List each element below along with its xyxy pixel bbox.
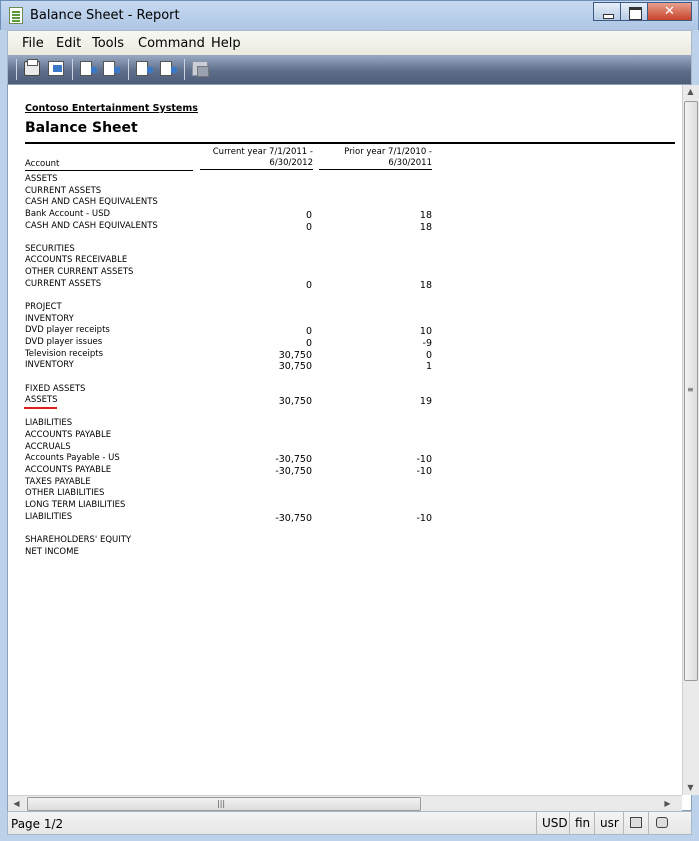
row-prior-year-value: 0 (425, 349, 432, 361)
row-label: OTHER LIABILITIES (25, 488, 105, 499)
menu-file[interactable]: File (22, 36, 44, 51)
scroll-right-icon[interactable]: ▶ (664, 799, 671, 808)
report-row (8, 337, 688, 349)
row-label: TAXES PAYABLE (25, 476, 91, 487)
row-prior-year-value: 18 (419, 221, 432, 233)
scroll-up-icon[interactable]: ▲ (687, 87, 694, 96)
column-header-current-line2: 6/30/2012 (269, 158, 313, 168)
row-current-year-value: 30,750 (278, 361, 312, 373)
report-row (8, 267, 688, 279)
row-prior-year-value: -10 (416, 466, 432, 478)
title-divider (25, 142, 675, 144)
close-button[interactable] (647, 2, 692, 21)
row-label: SHAREHOLDERS' EQUITY (25, 534, 132, 545)
scroll-down-icon[interactable]: ▼ (687, 783, 694, 792)
report-row (8, 244, 688, 256)
menu-edit[interactable]: Edit (56, 36, 82, 51)
report-row (8, 290, 688, 302)
row-prior-year-value: -10 (416, 512, 432, 524)
row-label: DVD player receipts (25, 325, 110, 336)
report-row (8, 500, 688, 512)
report-app-icon (9, 7, 23, 24)
column-header-current-line1: Current year 7/1/2011 - (212, 147, 313, 157)
scroll-left-icon[interactable]: ◀ (13, 799, 20, 808)
horizontal-scrollbar[interactable] (8, 795, 682, 812)
report-row (8, 279, 688, 291)
report-row (8, 453, 688, 465)
report-row (8, 209, 688, 221)
column-header-prior-line1: Prior year 7/1/2010 - (344, 147, 432, 157)
row-label: FIXED ASSETS (25, 383, 86, 394)
row-label: ACCOUNTS PAYABLE (25, 465, 112, 476)
report-row (8, 535, 688, 547)
report-row (8, 523, 688, 535)
report-row (8, 418, 688, 430)
scroll-grip-icon: ||| (217, 799, 226, 808)
column-header-prior-line2: 6/30/2011 (388, 158, 432, 168)
report-row (8, 302, 688, 314)
report-row (8, 384, 688, 396)
row-prior-year-value: -9 (422, 337, 432, 349)
next-page-icon[interactable] (103, 61, 115, 76)
status-bar (7, 811, 692, 835)
row-current-year-value: -30,750 (275, 512, 312, 524)
menu-command[interactable]: Command (138, 36, 205, 51)
row-label: Television receipts (25, 348, 103, 359)
row-label: CASH AND CASH EQUIVALENTS (25, 220, 158, 231)
report-viewer (7, 84, 692, 811)
row-current-year-value: -30,750 (275, 454, 312, 466)
report-row (8, 197, 688, 209)
row-label: LONG TERM LIABILITIES (25, 499, 126, 510)
report-row (8, 465, 688, 477)
toolbar-separator (184, 59, 185, 80)
row-label: ACCOUNTS PAYABLE (25, 430, 112, 441)
row-label: DVD player issues (25, 336, 103, 347)
report-row (8, 174, 688, 186)
report-row (8, 407, 688, 419)
database-icon (656, 817, 668, 828)
menu-help[interactable]: Help (211, 36, 241, 51)
row-prior-year-value: -10 (416, 454, 432, 466)
first-page-icon[interactable] (80, 61, 92, 76)
row-prior-year-value: 10 (419, 326, 432, 338)
title-bar[interactable] (0, 0, 699, 30)
report-row (8, 488, 688, 500)
menu-bar (7, 30, 692, 55)
row-label: PROJECT (25, 302, 62, 313)
row-prior-year-value: 18 (419, 279, 432, 291)
toolbar-separator (72, 59, 73, 80)
row-current-year-value: 0 (305, 337, 312, 349)
report-row (8, 547, 688, 559)
report-title: Balance Sheet (25, 120, 138, 136)
row-current-year-value: 0 (305, 326, 312, 338)
row-label: NET INCOME (25, 546, 79, 557)
row-label: ASSETS (25, 395, 58, 406)
move-up-icon[interactable] (136, 61, 148, 76)
row-current-year-value: 0 (305, 209, 312, 221)
row-prior-year-value: 1 (425, 361, 432, 373)
row-label: Accounts Payable - US (25, 453, 120, 464)
scroll-grip-icon: ≡ (687, 385, 694, 394)
row-label: ASSETS (25, 174, 58, 184)
row-label: CURRENT ASSETS (25, 185, 102, 196)
report-row (8, 442, 688, 454)
column-header-prior-year (319, 147, 432, 170)
row-label: Bank Account - USD (25, 208, 111, 219)
row-label: ACCOUNTS RECEIVABLE (25, 255, 128, 266)
row-prior-year-value: 19 (419, 396, 432, 408)
row-label: SECURITIES (25, 243, 75, 254)
company-name: Contoso Entertainment Systems (25, 103, 198, 114)
row-label: INVENTORY (25, 360, 74, 371)
toolbar-separator (16, 59, 17, 80)
row-label: ACCRUALS (25, 441, 71, 452)
row-label: INVENTORY (25, 313, 74, 324)
page-indicator: Page 1/2 (11, 817, 64, 831)
report-row (8, 186, 688, 198)
move-down-icon[interactable] (160, 61, 172, 76)
report-row (8, 325, 688, 337)
toolbar-separator (128, 59, 129, 80)
row-label: LIABILITIES (25, 511, 73, 522)
maximize-button[interactable] (620, 2, 648, 21)
status-company[interactable]: fin (569, 812, 595, 834)
row-current-year-value: 30,750 (278, 396, 312, 408)
printer-status-icon (630, 817, 642, 828)
status-currency[interactable]: USD (536, 812, 570, 834)
column-header-current-year (200, 147, 313, 170)
minimize-button[interactable] (593, 2, 621, 21)
report-rows (8, 174, 688, 558)
print-icon[interactable] (24, 61, 40, 76)
row-current-year-value: 30,750 (278, 349, 312, 361)
row-label: CURRENT ASSETS (25, 278, 102, 289)
row-label: CASH AND CASH EQUIVALENTS (25, 197, 158, 208)
copy-icon[interactable] (192, 61, 208, 76)
vertical-scrollbar[interactable] (682, 85, 699, 795)
row-current-year-value: 0 (305, 221, 312, 233)
report-row (8, 314, 688, 326)
report-row (8, 430, 688, 442)
status-layer[interactable]: usr (594, 812, 624, 834)
report-row (8, 255, 688, 267)
report-row (8, 232, 688, 244)
row-current-year-value: 0 (305, 279, 312, 291)
report-row (8, 477, 688, 489)
column-header-account: Account (25, 159, 193, 171)
report-row (8, 349, 688, 361)
report-row (8, 512, 688, 524)
row-prior-year-value: 18 (419, 209, 432, 221)
toolbar (7, 55, 692, 84)
report-row (8, 372, 688, 384)
menu-tools[interactable]: Tools (92, 36, 125, 51)
row-label: OTHER CURRENT ASSETS (25, 267, 134, 278)
status-database-segment[interactable] (648, 812, 678, 834)
report-row (8, 395, 688, 407)
row-label: LIABILITIES (25, 418, 73, 429)
report-row (8, 221, 688, 233)
close-icon: ✕ (664, 4, 675, 19)
report-row (8, 360, 688, 372)
window-title: Balance Sheet - Report (30, 8, 180, 23)
export-icon[interactable] (48, 61, 64, 76)
status-printer-segment[interactable] (623, 812, 649, 834)
row-current-year-value: -30,750 (275, 466, 312, 478)
window-controls (594, 2, 692, 21)
